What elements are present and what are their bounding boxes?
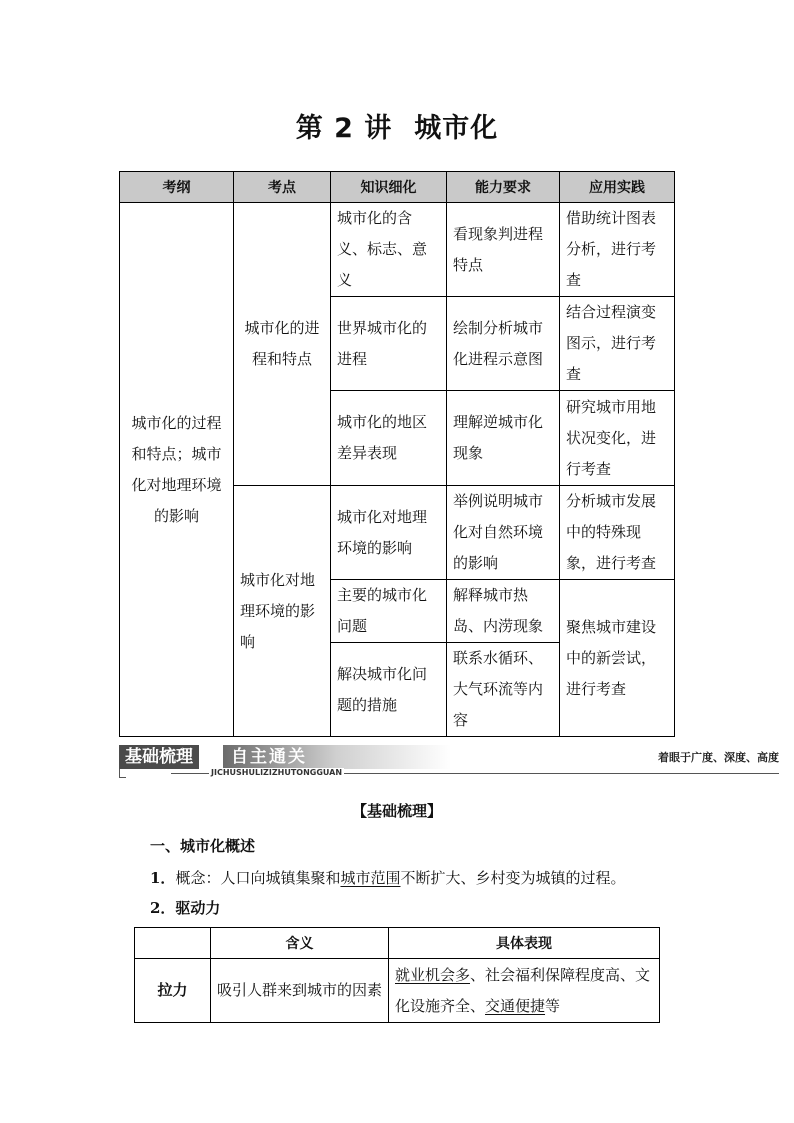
- heading-driving-force: 2．驱动力: [150, 899, 221, 917]
- banner-title-self: 自主通关: [223, 745, 451, 769]
- practice-cell: 研究城市用地状况变化，进行考查: [560, 391, 675, 486]
- lecture-topic: 城市化: [414, 113, 499, 144]
- section-heading: 【基础梳理】: [351, 802, 442, 820]
- practice-cell: 聚焦城市建设中的新尝试，进行考查: [560, 580, 675, 737]
- concept-text-end: 不断扩大、乡村变为城镇的过程。: [400, 869, 626, 887]
- row-label-pull: 拉力: [135, 959, 211, 1023]
- concept-underlined: 城市范围: [340, 869, 401, 887]
- ability-cell: 举例说明城市化对自然环境的影响: [447, 486, 560, 580]
- syllabus-header-row: [120, 172, 675, 203]
- syllabus-table: [119, 171, 675, 737]
- table-row: [120, 203, 675, 297]
- page-title: [0, 106, 794, 145]
- point-cell: 城市化对地理环境的影响: [234, 486, 331, 737]
- section-banner: [119, 745, 779, 779]
- point-cell: 城市化的进程和特点: [234, 203, 331, 486]
- header-expression: 具体表现: [389, 928, 660, 959]
- header-meaning: 含义: [211, 928, 389, 959]
- knowledge-cell: 解决城市化问题的措施: [331, 643, 447, 737]
- ability-cell: 联系水循环、大气环流等内容: [447, 643, 560, 737]
- concept-label: 概念：: [175, 869, 221, 887]
- knowledge-cell: 世界城市化的进程: [331, 297, 447, 391]
- header-ability: 能力要求: [447, 172, 560, 203]
- header-practice: 应用实践: [560, 172, 675, 203]
- drive-header-row: [135, 928, 660, 959]
- item-number: 1．: [150, 869, 176, 887]
- expression-underlined-2: 交通便捷: [485, 996, 546, 1015]
- outline-cell: 城市化的过程和特点；城市化对地理环境的影响: [120, 203, 234, 737]
- table-row: [135, 959, 660, 1023]
- header-outline: 考纲: [120, 172, 234, 203]
- header-points: 考点: [234, 172, 331, 203]
- expression-underlined-1: 就业机会多: [395, 965, 471, 984]
- knowledge-cell: 城市化对地理环境的影响: [331, 486, 447, 580]
- ability-cell: 绘制分析城市化进程示意图: [447, 297, 560, 391]
- practice-cell: 结合过程演变图示，进行考查: [560, 297, 675, 391]
- ability-cell: 看现象判进程特点: [447, 203, 560, 297]
- banner-title-basic: 基础梳理: [119, 745, 199, 769]
- concept-paragraph: [150, 867, 626, 888]
- knowledge-cell: 城市化的地区差异表现: [331, 391, 447, 486]
- driving-force-table: [134, 927, 660, 1023]
- concept-text: 人口向城镇集聚和: [220, 869, 341, 887]
- expression-end: 等: [545, 996, 561, 1015]
- banner-motto: 着眼于广度、深度、高度: [658, 751, 779, 764]
- heading-overview: 一、城市化概述: [150, 837, 256, 855]
- ability-cell: 解释城市热岛、内涝现象: [447, 580, 560, 643]
- header-knowledge: 知识细化: [331, 172, 447, 203]
- practice-cell: 借助统计图表分析，进行考查: [560, 203, 675, 297]
- ability-cell: 理解逆城市化现象: [447, 391, 560, 486]
- banner-pinyin: JICHUSHULIZIZHUTONGGUAN: [211, 768, 343, 777]
- expression-text: 、社会福利保障程度高、文化设施齐全、: [395, 965, 651, 1015]
- knowledge-cell: 城市化的含义、标志、意义: [331, 203, 447, 297]
- expression-cell: [389, 959, 660, 1023]
- header-empty: [135, 928, 211, 959]
- lecture-number: 第 2 讲: [295, 113, 393, 144]
- banner-bracket: [119, 769, 126, 778]
- practice-cell: 分析城市发展中的特殊现象，进行考查: [560, 486, 675, 580]
- knowledge-cell: 主要的城市化问题: [331, 580, 447, 643]
- meaning-cell: 吸引人群来到城市的因素: [211, 959, 389, 1023]
